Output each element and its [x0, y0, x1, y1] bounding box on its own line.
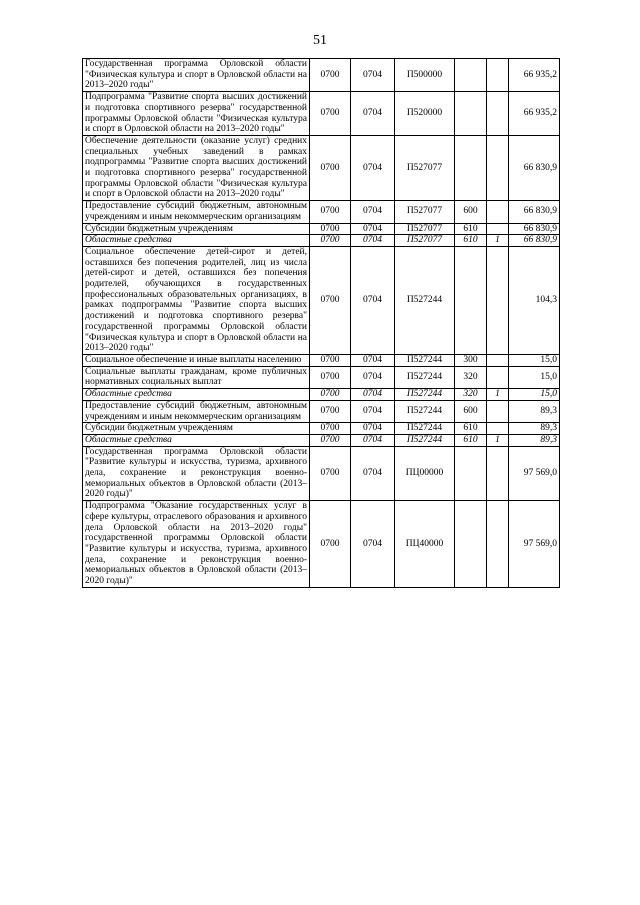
table-row [83, 423, 560, 435]
table-row [83, 201, 560, 223]
expense-type-cell [455, 501, 487, 588]
table-row [83, 135, 560, 200]
section-code-cell: 0700 [310, 501, 351, 588]
target-article-cell: П527244 [395, 246, 455, 354]
target-article-cell: П527244 [395, 434, 455, 446]
row-name-cell: Социальное обеспечение детей-сирот и детей, оставшихся без попечения родителей, лиц из числа детей-сирот и детей, оставшихся без попечения родителей, обучающихся в государственных профессиональных образовательных организациях, в рамках подпрограммы "Развитие спорта высших достижений и подготовка спортивного резерва" государственной программы Орловской области "Физическая культура и спорт в Орловской области на 2013–2020 годы" [83, 246, 310, 354]
amount-cell: 15,0 [509, 389, 560, 401]
table-row [83, 400, 560, 422]
funding-source-cell [487, 201, 509, 223]
funding-source-cell: 1 [487, 389, 509, 401]
expense-type-cell [455, 59, 487, 92]
subsection-code-cell: 0704 [351, 423, 395, 435]
subsection-code-cell: 0704 [351, 400, 395, 422]
funding-source-cell [487, 501, 509, 588]
row-name-cell: Социальное обеспечение и иные выплаты населению [83, 354, 310, 366]
subsection-code-cell: 0704 [351, 501, 395, 588]
target-article-cell: П500000 [395, 59, 455, 92]
expense-type-cell: 600 [455, 201, 487, 223]
subsection-code-cell: 0704 [351, 354, 395, 366]
row-name-cell: Областные средства [83, 434, 310, 446]
section-code-cell: 0700 [310, 354, 351, 366]
subsection-code-cell: 0704 [351, 201, 395, 223]
amount-cell: 66 830,9 [509, 235, 560, 247]
amount-cell: 97 569,0 [509, 501, 560, 588]
table-row [83, 501, 560, 588]
amount-cell: 15,0 [509, 366, 560, 388]
section-code-cell: 0700 [310, 400, 351, 422]
amount-cell: 104,3 [509, 246, 560, 354]
subsection-code-cell: 0704 [351, 135, 395, 200]
row-name-cell: Предоставление субсидий бюджетным, автономным учреждениям и иным некоммерческим организациям [83, 400, 310, 422]
section-code-cell: 0700 [310, 135, 351, 200]
amount-cell: 66 935,2 [509, 92, 560, 136]
section-code-cell: 0700 [310, 366, 351, 388]
section-code-cell: 0700 [310, 246, 351, 354]
budget-table-body [83, 59, 560, 588]
table-row [83, 246, 560, 354]
section-code-cell: 0700 [310, 389, 351, 401]
table-row [83, 59, 560, 92]
target-article-cell: П527244 [395, 354, 455, 366]
expense-type-cell [455, 92, 487, 136]
section-code-cell: 0700 [310, 235, 351, 247]
expense-type-cell: 600 [455, 400, 487, 422]
amount-cell: 89,3 [509, 400, 560, 422]
expense-type-cell: 320 [455, 389, 487, 401]
amount-cell: 89,3 [509, 423, 560, 435]
funding-source-cell [487, 135, 509, 200]
table-row [83, 446, 560, 501]
amount-cell: 66 935,2 [509, 59, 560, 92]
funding-source-cell [487, 223, 509, 235]
expense-type-cell [455, 446, 487, 501]
table-row [83, 92, 560, 136]
section-code-cell: 0700 [310, 446, 351, 501]
funding-source-cell [487, 423, 509, 435]
row-name-cell: Государственная программа Орловской области "Физическая культура и спорт в Орловской области на 2013–2020 годы" [83, 59, 310, 92]
funding-source-cell [487, 246, 509, 354]
funding-source-cell: 1 [487, 235, 509, 247]
amount-cell: 97 569,0 [509, 446, 560, 501]
target-article-cell: П527244 [395, 389, 455, 401]
table-row [83, 434, 560, 446]
target-article-cell: П520000 [395, 92, 455, 136]
target-article-cell: П527077 [395, 201, 455, 223]
section-code-cell: 0700 [310, 92, 351, 136]
row-name-cell: Социальные выплаты гражданам, кроме публичных нормативных социальных выплат [83, 366, 310, 388]
amount-cell: 15,0 [509, 354, 560, 366]
target-article-cell: П527244 [395, 366, 455, 388]
subsection-code-cell: 0704 [351, 223, 395, 235]
row-name-cell: Предоставление субсидий бюджетным, автономным учреждениям и иным некоммерческим организациям [83, 201, 310, 223]
row-name-cell: Областные средства [83, 389, 310, 401]
expense-type-cell: 610 [455, 434, 487, 446]
expense-type-cell: 320 [455, 366, 487, 388]
subsection-code-cell: 0704 [351, 59, 395, 92]
expense-type-cell: 610 [455, 223, 487, 235]
subsection-code-cell: 0704 [351, 235, 395, 247]
expense-type-cell: 610 [455, 423, 487, 435]
amount-cell: 89,3 [509, 434, 560, 446]
expense-type-cell: 300 [455, 354, 487, 366]
target-article-cell: ПЦ40000 [395, 501, 455, 588]
funding-source-cell [487, 92, 509, 136]
expense-type-cell [455, 135, 487, 200]
target-article-cell: ПЦ00000 [395, 446, 455, 501]
subsection-code-cell: 0704 [351, 446, 395, 501]
section-code-cell: 0700 [310, 423, 351, 435]
amount-cell: 66 830,9 [509, 135, 560, 200]
funding-source-cell [487, 59, 509, 92]
funding-source-cell [487, 446, 509, 501]
section-code-cell: 0700 [310, 223, 351, 235]
table-row [83, 223, 560, 235]
funding-source-cell [487, 400, 509, 422]
row-name-cell: Субсидии бюджетным учреждениям [83, 223, 310, 235]
table-row [83, 354, 560, 366]
expense-type-cell [455, 246, 487, 354]
target-article-cell: П527244 [395, 423, 455, 435]
row-name-cell: Подпрограмма "Оказание государственных услуг в сфере культуры, отраслевого образования и архивного дела Орловской области на 2013–2020 годы" государственной программы Орловской области "Развитие культуры и искусства, туризма, архивного дела, сохранение и реконструкция военно-мемориальных объектов в Орловской области (2013–2020 годы)" [83, 501, 310, 588]
target-article-cell: П527077 [395, 223, 455, 235]
page-number: 51 [313, 33, 327, 48]
amount-cell: 66 830,9 [509, 223, 560, 235]
table-row [83, 366, 560, 388]
subsection-code-cell: 0704 [351, 434, 395, 446]
funding-source-cell [487, 354, 509, 366]
table-row [83, 389, 560, 401]
target-article-cell: П527077 [395, 135, 455, 200]
funding-source-cell: 1 [487, 434, 509, 446]
subsection-code-cell: 0704 [351, 92, 395, 136]
row-name-cell: Субсидии бюджетным учреждениям [83, 423, 310, 435]
row-name-cell: Областные средства [83, 235, 310, 247]
budget-table [82, 58, 560, 588]
section-code-cell: 0700 [310, 59, 351, 92]
section-code-cell: 0700 [310, 434, 351, 446]
subsection-code-cell: 0704 [351, 246, 395, 354]
expense-type-cell: 610 [455, 235, 487, 247]
target-article-cell: П527244 [395, 400, 455, 422]
target-article-cell: П527077 [395, 235, 455, 247]
row-name-cell: Обеспечение деятельности (оказание услуг) средних специальных учебных заведений в рамках подпрограммы "Развитие спорта высших достижений и подготовка спортивного резерва" государственной программы Орловской области "Физическая культура и спорт в Орловской области на 2013–2020 годы" [83, 135, 310, 200]
funding-source-cell [487, 366, 509, 388]
row-name-cell: Государственная программа Орловской области "Развитие культуры и искусства, туризма, архивного дела, сохранение и реконструкция военно-мемориальных объектов в Орловской области (2013–2020 годы)" [83, 446, 310, 501]
subsection-code-cell: 0704 [351, 366, 395, 388]
table-row [83, 235, 560, 247]
section-code-cell: 0700 [310, 201, 351, 223]
row-name-cell: Подпрограмма "Развитие спорта высших достижений и подготовка спортивного резерва" государственной программы Орловской области "Физическая культура и спорт в Орловской области на 2013–2020 годы" [83, 92, 310, 136]
subsection-code-cell: 0704 [351, 389, 395, 401]
amount-cell: 66 830,9 [509, 201, 560, 223]
